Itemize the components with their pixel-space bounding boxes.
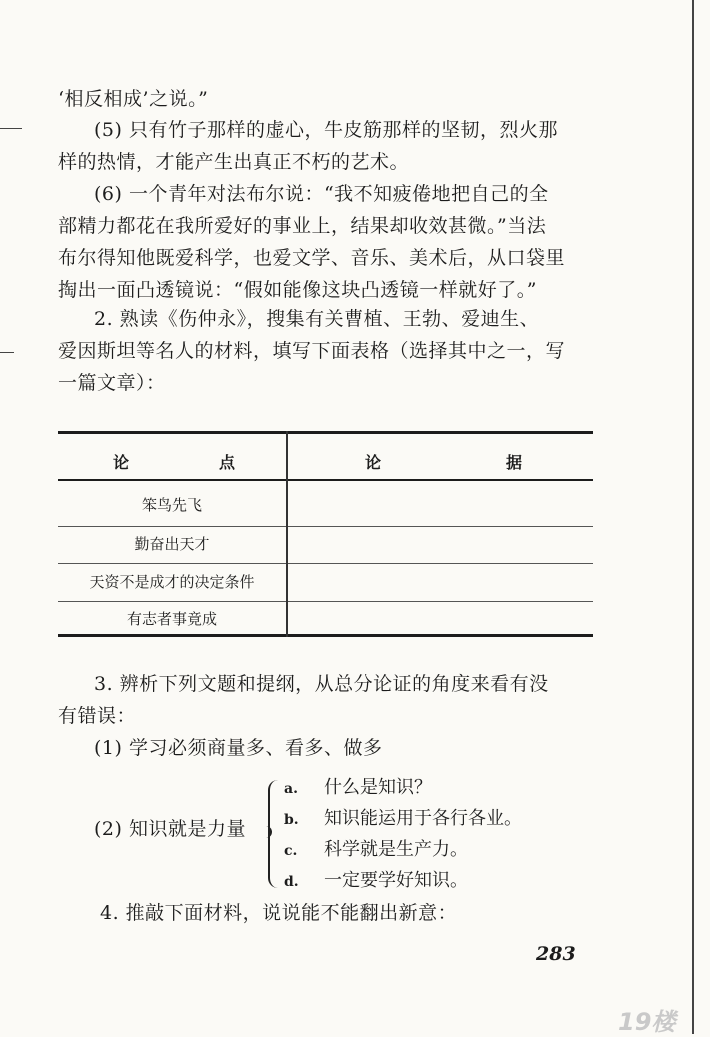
- table-row-thesis: 勤奋出天才: [134, 535, 210, 553]
- outline-subitem-label: a.: [284, 781, 298, 797]
- header-evidence-char-1: 论: [365, 453, 382, 472]
- site-watermark: 19楼: [618, 1008, 676, 1036]
- table-row-thesis: 笨鸟先飞: [141, 496, 202, 514]
- question-3-line-1: 3. 辨析下列文题和提纲，从总分论证的角度来看有没: [94, 673, 549, 695]
- question-2-line-3: 一篇文章）：: [58, 372, 166, 394]
- outline-subitem: [284, 777, 432, 800]
- outline-subitem-text: 知识能运用于各行各业。: [324, 808, 522, 829]
- table-row-divider: [58, 526, 593, 527]
- item-6-line-1: (6) 一个青年对法布尔说：“我不知疲倦地把自己的全: [94, 183, 549, 205]
- question-3-item-2: (2) 知识就是力量: [94, 818, 246, 840]
- outline-subitem-label: c.: [284, 843, 298, 859]
- table-row-thesis: 天资不是成才的决定条件: [89, 573, 255, 591]
- margin-mark: [0, 352, 14, 353]
- question-3-line-2: 有错误：: [58, 705, 137, 727]
- question-4-line: 4. 推敲下面材料，说说能不能翻出新意：: [100, 902, 458, 924]
- item-6-line-4: 掏出一面凸透镜说：“假如能像这块凸透镜一样就好了。”: [58, 279, 537, 301]
- table-row-divider: [58, 601, 593, 602]
- page-edge: [692, 0, 694, 1034]
- question-2-line-1: 2. 熟读《伤仲永》，搜集有关曹植、王勃、爱迪生、: [94, 308, 540, 330]
- outline-subitem-label: d.: [284, 874, 299, 890]
- table-row-thesis: 有志者事竟成: [126, 610, 217, 628]
- outline-subitem-text: 科学就是生产力。: [324, 839, 468, 860]
- item-6-line-2: 部精力都花在我所爱好的事业上，结果却收效甚微。”当法: [58, 215, 547, 237]
- outline-subitem: [284, 870, 468, 893]
- table-bottom-rule: [58, 634, 593, 637]
- question-3-item-1: (1) 学习必须商量多、看多、做多: [94, 737, 383, 759]
- table-column-divider: [286, 431, 288, 637]
- outline-subitem-label: b.: [284, 812, 299, 828]
- item-5-line-1: (5) 只有竹子那样的虚心，牛皮筋那样的坚韧，烈火那: [94, 119, 558, 141]
- item-6-line-3: 布尔得知他既爱科学，也爱文学、音乐、美术后，从口袋里: [58, 247, 566, 269]
- outline-subitem-text: 什么是知识？: [324, 777, 432, 798]
- table-header-rule: [58, 479, 593, 481]
- margin-mark: [0, 128, 22, 129]
- outline-subitem: [284, 808, 522, 831]
- header-argument-char-1: 论: [113, 453, 130, 472]
- question-2-line-2: 爱因斯坦等名人的材料，填写下面表格（选择其中之一，写: [58, 340, 566, 362]
- item-5-line-2: 样的热情，才能产生出真正不朽的艺术。: [58, 151, 410, 173]
- outline-subitem-text: 一定要学好知识。: [324, 870, 468, 891]
- outline-subitem: [284, 839, 468, 862]
- page-number: 283: [536, 943, 576, 965]
- header-argument-char-2: 点: [219, 453, 236, 472]
- table-row-divider: [58, 563, 593, 564]
- table-top-rule: [58, 431, 593, 434]
- quote-ending-line: ‘相反相成’之说。”: [58, 88, 209, 110]
- header-evidence-char-2: 据: [506, 453, 523, 472]
